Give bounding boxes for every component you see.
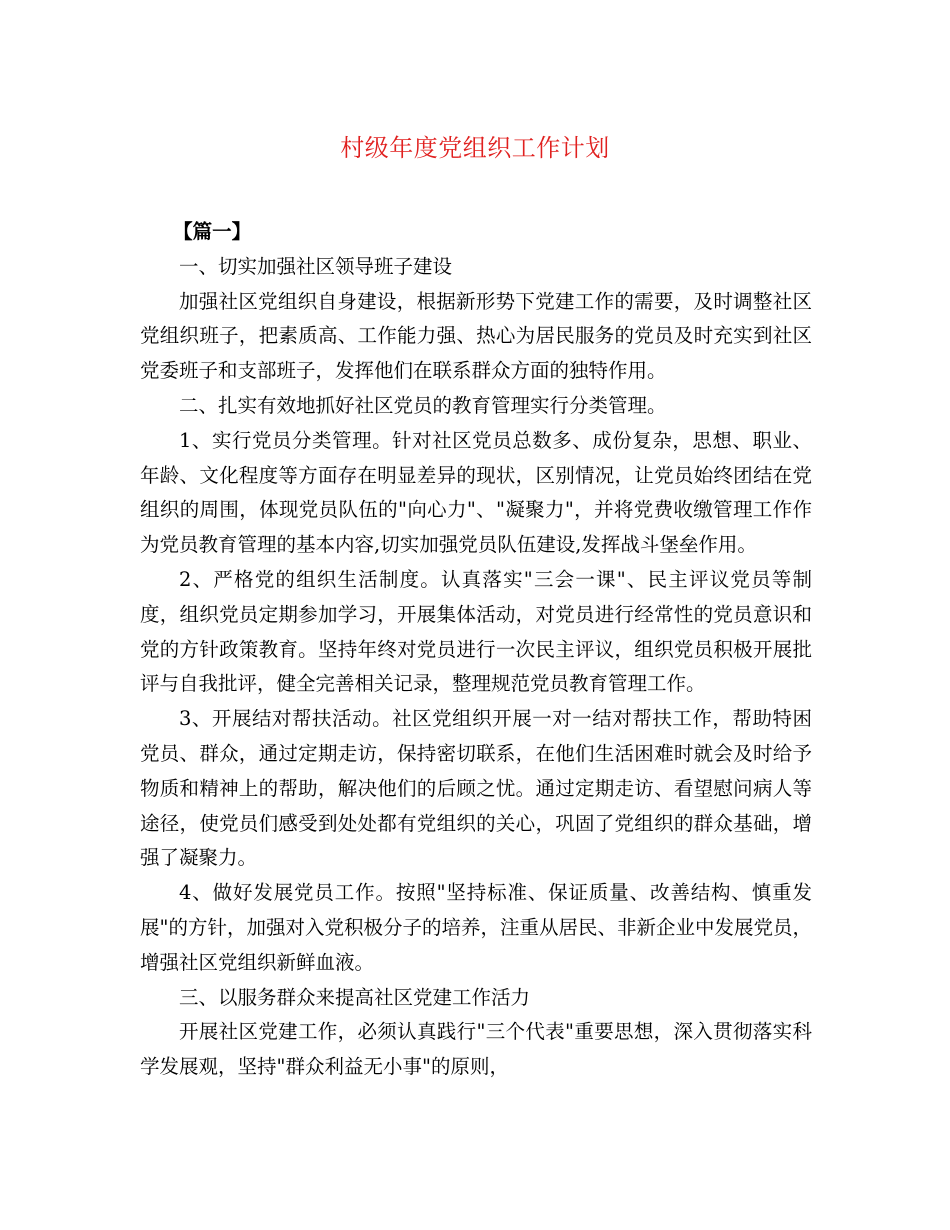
paragraph-item-1: 1、实行党员分类管理。针对社区党员总数多、成份复杂，思想、职业、年龄、文化程度等方面存在明显差异的现状，区别情况，让党员始终团结在党组织的周围，体现党员队伍的"向心力"、"凝聚力"，并将党费收缴管理工作作为党员教育管理的基本内容,切实加强党员队伍建设,发挥战斗堡垒作用。 <box>140 428 812 557</box>
paragraph-item-4: 4、做好发展党员工作。按照"坚持标准、保证质量、改善结构、慎重发展"的方针，加强对入党积极分子的培养，注重从居民、非新企业中发展党员，增强社区党组织新鲜血液。 <box>140 881 812 974</box>
document-body <box>140 215 812 1085</box>
heading-section-1: 一、切实加强社区领导班子建设 <box>179 254 453 278</box>
section-tag-pian-yi: 【篇一】 <box>173 220 252 243</box>
heading-section-2: 二、扎实有效地抓好社区党员的教育管理实行分类管理。 <box>179 393 667 417</box>
document-title: 村级年度党组织工作计划 <box>340 134 610 162</box>
paragraph-section-3-body: 开展社区党建工作，必须认真践行"三个代表"重要思想，深入贯彻落实科学发展观，坚持"群众利益无小事"的原则， <box>140 1020 812 1079</box>
paragraph-item-3: 3、开展结对帮扶活动。社区党组织开展一对一结对帮扶工作，帮助特困党员、群众，通过定期走访，保持密切联系，在他们生活困难时就会及时给予物质和精神上的帮助，解决他们的后顾之忧。通过定期走访、看望慰问病人等途径，使党员们感受到处处都有党组织的关心，巩固了党组织的群众基础，增强了凝聚力。 <box>140 707 812 870</box>
paragraph-section-1-body: 加强社区党组织自身建设，根据新形势下党建工作的需要，及时调整社区党组织班子，把素质高、工作能力强、热心为居民服务的党员及时充实到社区党委班子和支部班子，发挥他们在联系群众方面的独特作用。 <box>140 289 812 383</box>
paragraph-item-2: 2、严格党的组织生活制度。认真落实"三会一课"、民主评议党员等制度，组织党员定期参加学习，开展集体活动，对党员进行经常性的党员意识和党的方针政策教育。坚持年终对党员进行一次民主评议，组织党员积极开展批评与自我批评，健全完善相关记录，整理规范党员教育管理工作。 <box>140 567 812 696</box>
heading-section-3: 三、以服务群众来提高社区党建工作活力 <box>179 985 531 1009</box>
